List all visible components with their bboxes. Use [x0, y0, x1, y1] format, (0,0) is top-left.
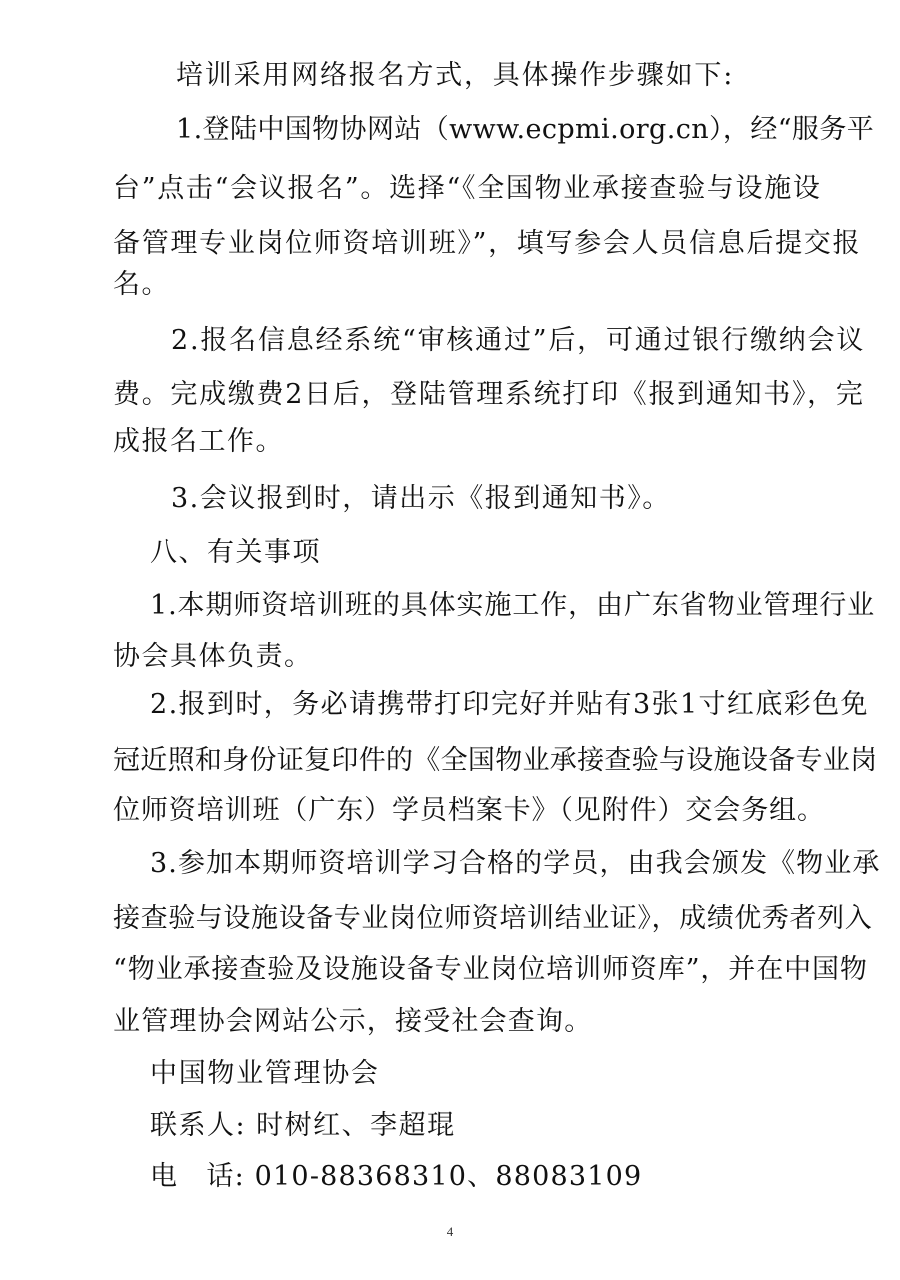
text-line-8: 成报名工作。 — [113, 426, 284, 457]
text-line-15: 位师资培训班（广东）学员档案卡》（见附件）交会务组。 — [113, 795, 825, 826]
page-number: 4 — [446, 1224, 454, 1239]
contact-phone: 电 话: 010-88368310、88083109 — [150, 1161, 643, 1192]
text-line-19: 业管理协会网站公示，接受社会查询。 — [113, 1006, 593, 1037]
text-line-18: “物业承接查验及设施设备专业岗位培训师资库”，并在中国物 — [113, 954, 868, 985]
text-line-13: 2.报到时，务必请携带打印完好并贴有3张1寸红底彩色免 — [150, 689, 869, 720]
text-line-6: 2.报名信息经系统“审核通过”后，可通过银行缴纳会议 — [171, 325, 866, 356]
text-line-1: 培训采用网络报名方式，具体操作步骤如下: — [176, 60, 735, 91]
text-line-7: 费。完成缴费2日后，登陆管理系统打印《报到通知书》，完 — [113, 379, 865, 410]
contact-person: 联系人: 时树红、李超琨 — [150, 1110, 456, 1141]
organization-name: 中国物业管理协会 — [150, 1058, 380, 1089]
text-line-9: 3.会议报到时，请出示《报到通知书》。 — [171, 483, 671, 514]
text-line-5: 名。 — [113, 269, 170, 300]
text-line-11: 1.本期师资培训班的具体实施工作，由广东省物业管理行业 — [150, 590, 876, 621]
text-line-3: 台”点击“会议报名”。选择“《全国物业承接查验与设施设 — [113, 173, 822, 204]
text-line-2: 1.登陆中国物协网站（www.ecpmi.org.cn），经“服务平 — [176, 114, 875, 145]
text-line-12: 协会具体负责。 — [113, 641, 313, 672]
text-line-17: 接查验与设施设备专业岗位师资培训结业证》，成绩优秀者列入 — [113, 903, 873, 934]
text-line-14: 冠近照和身份证复印件的《全国物业承接查验与设施设备专业岗 — [113, 745, 878, 776]
text-line-16: 3.参加本期师资培训学习合格的学员，由我会颁发《物业承 — [150, 848, 881, 879]
section-heading: 八、有关事项 — [150, 537, 321, 568]
text-line-4: 备管理专业岗位师资培训班》”，填写参会人员信息后提交报 — [113, 228, 862, 259]
